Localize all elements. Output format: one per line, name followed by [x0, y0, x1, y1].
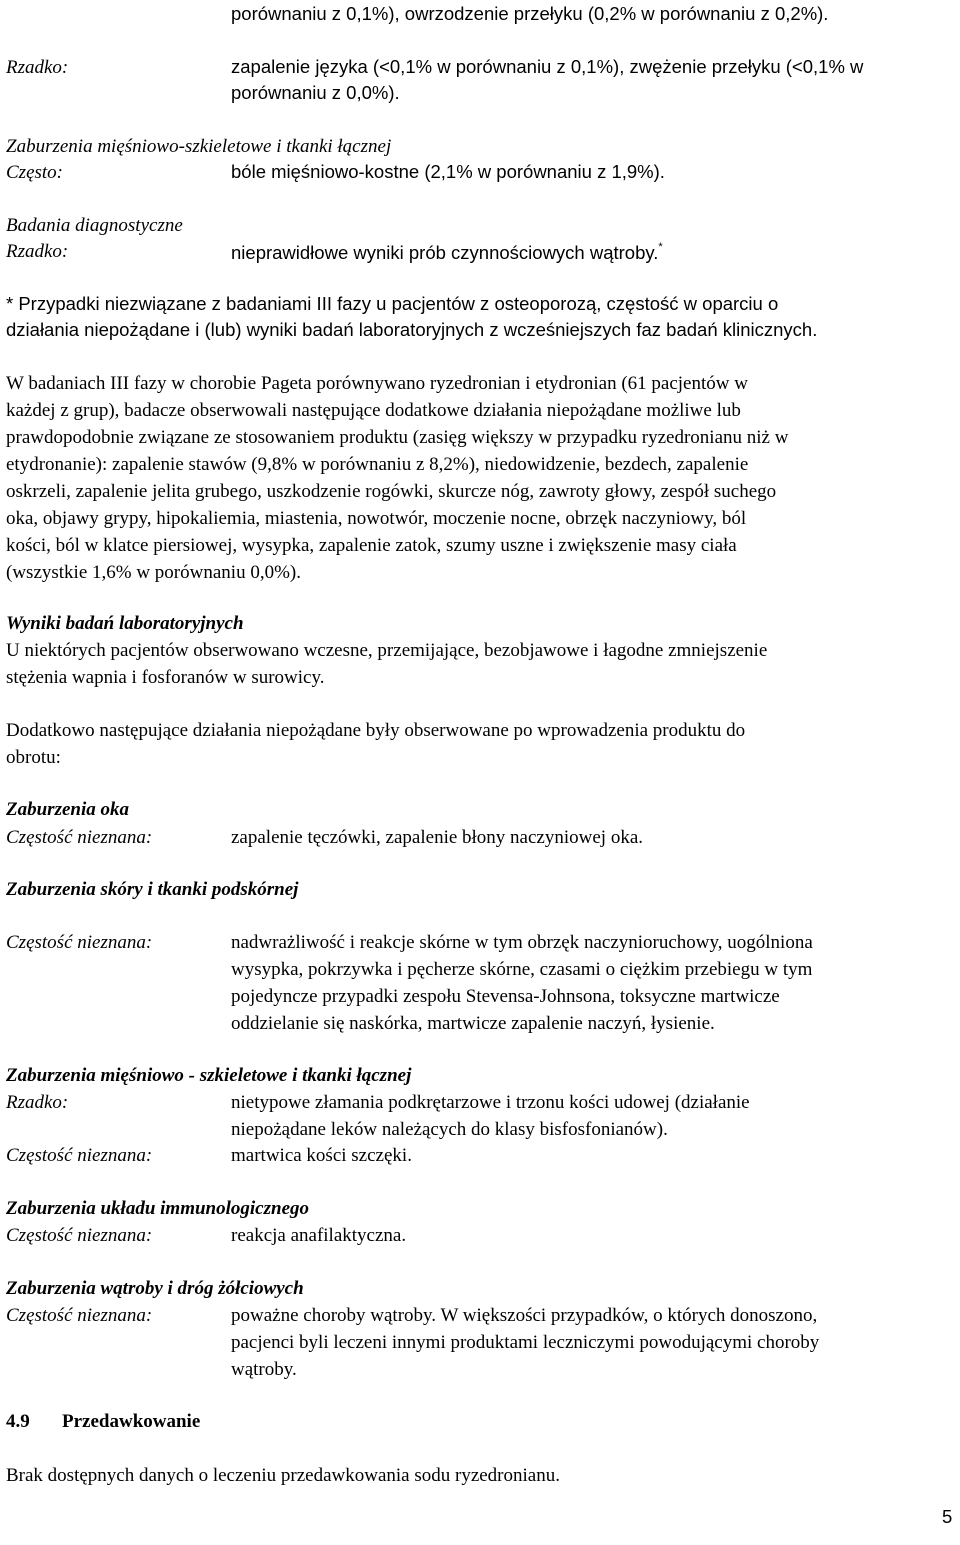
page-number: 5	[942, 1506, 953, 1527]
rare-effects-line-1: zapalenie języka (<0,1% w porównaniu z 0,1%), zwężenie przełyku (<0,1% w	[231, 56, 864, 77]
footnote-line-2: działania niepożądane i (lub) wyniki badań laboratoryjnych z wcześniejszych faz badań klinicznych.	[6, 319, 818, 340]
paragraph-line: oka, objawy grypy, hipokaliemia, miastenia, nowotwór, moczenie nocne, obrzęk naczyniowy, ból	[6, 508, 747, 529]
paragraph-line: W badaniach III fazy w chorobie Pageta porównywano ryzedronian i etydronian (61 pacjentów w	[6, 373, 748, 394]
section-number: 4.9	[6, 1411, 30, 1432]
lab-results-line-1: U niektórych pacjentów obserwowano wczesne, przemijające, bezobjawowe i łagodne zmniejszenie	[6, 640, 768, 661]
eye-effects-text: zapalenie tęczówki, zapalenie błony naczyniowej oka.	[231, 827, 643, 848]
footnote-marker: *	[658, 241, 663, 253]
skin-effects-line: oddzielanie się naskórka, martwicze zapalenie naczyń, łysienie.	[231, 1013, 715, 1034]
paragraph-line: każdej z grup), badacze obserwowali następujące dodatkowe działania niepożądane możliwe lub	[6, 400, 741, 421]
frequency-label-unknown: Częstość nieznana:	[6, 1305, 153, 1326]
section-heading-diagnostics: Badania diagnostyczne	[6, 215, 183, 236]
frequency-label-unknown: Częstość nieznana:	[6, 932, 153, 953]
footnote-line-1: * Przypadki niezwiązane z badaniami III fazy u pacjentów z osteoporozą, częstość w oparciu o	[6, 293, 779, 314]
section-title-overdose: Przedawkowanie	[62, 1411, 201, 1432]
musculo-rare-line-2: niepożądane leków należących do klasy bisfosfonianów).	[231, 1119, 668, 1140]
frequency-label-rare: Rzadko:	[6, 241, 69, 262]
section-heading-eye: Zaburzenia oka	[6, 799, 129, 820]
paragraph-line: etydronanie): zapalenie stawów (9,8% w porównaniu z 8,2%), niedowidzenie, bezdech, zapalenie	[6, 454, 749, 475]
frequency-label-rare: Rzadko:	[6, 1092, 69, 1113]
section-heading-lab-results: Wyniki badań laboratoryjnych	[6, 613, 244, 634]
overdose-text: Brak dostępnych danych o leczeniu przedawkowania sodu ryzedronianu.	[6, 1465, 560, 1486]
frequency-label-common: Często:	[6, 162, 63, 183]
frequency-label-unknown: Częstość nieznana:	[6, 1145, 153, 1166]
paragraph-line: (wszystkie 1,6% w porównaniu 0,0%).	[6, 562, 301, 583]
post-marketing-line-2: obrotu:	[6, 747, 61, 768]
frequency-label-unknown: Częstość nieznana:	[6, 827, 153, 848]
rare-effects-line-2: porównaniu z 0,0%).	[231, 82, 400, 103]
section-heading-musculoskeletal: Zaburzenia mięśniowo-szkieletowe i tkanki łącznej	[6, 136, 392, 157]
musculo-unknown-text: martwica kości szczęki.	[231, 1145, 412, 1166]
frequency-label-unknown: Częstość nieznana:	[6, 1225, 153, 1246]
liver-effects-line: wątroby.	[231, 1359, 297, 1380]
frequency-label-rare: Rzadko:	[6, 57, 69, 78]
diagnostic-effects-text: nieprawidłowe wyniki prób czynnościowych wątroby.*	[231, 241, 663, 263]
skin-effects-line: nadwrażliwość i reakcje skórne w tym obrzęk naczynioruchowy, uogólniona	[231, 932, 813, 953]
skin-effects-line: pojedyncze przypadki zespołu Stevensa-Johnsona, toksyczne martwicze	[231, 986, 780, 1007]
liver-effects-line: pacjenci byli leczeni innymi produktami leczniczymi powodującymi choroby	[231, 1332, 820, 1353]
continued-text-line: porównaniu z 0,1%), owrzodzenie przełyku (0,2% w porównaniu z 0,2%).	[231, 3, 829, 24]
musculo-rare-line-1: nietypowe złamania podkrętarzowe i trzonu kości udowej (działanie	[231, 1092, 750, 1113]
common-effects-text: bóle mięśniowo-kostne (2,1% w porównaniu z 1,9%).	[231, 161, 665, 182]
paragraph-line: oskrzeli, zapalenie jelita grubego, uszkodzenie rogówki, skurcze nóg, zawroty głowy, zespół suchego	[6, 481, 777, 502]
lab-results-line-2: stężenia wapnia i fosforanów w surowicy.	[6, 667, 325, 688]
section-heading-immune: Zaburzenia układu immunologicznego	[6, 1198, 310, 1219]
section-heading-skin: Zaburzenia skóry i tkanki podskórnej	[6, 879, 299, 900]
paragraph-line: prawdopodobnie związane ze stosowaniem produktu (zasięg większy w przypadku ryzedronianu niż w	[6, 427, 789, 448]
immune-effects-text: reakcja anafilaktyczna.	[231, 1225, 407, 1246]
section-heading-musculoskeletal-2: Zaburzenia mięśniowo - szkieletowe i tkanki łącznej	[6, 1065, 412, 1086]
paragraph-line: kości, ból w klatce piersiowej, wysypka, zapalenie zatok, szumy uszne i zwiększenie masy ciała	[6, 535, 737, 556]
post-marketing-line-1: Dodatkowo następujące działania niepożądane były obserwowane po wprowadzenia produktu do	[6, 720, 746, 741]
section-heading-liver: Zaburzenia wątroby i dróg żółciowych	[6, 1278, 304, 1299]
skin-effects-line: wysypka, pokrzywka i pęcherze skórne, czasami o ciężkim przebiegu w tym	[231, 959, 813, 980]
liver-effects-line: poważne choroby wątroby. W większości przypadków, o których donoszono,	[231, 1305, 818, 1326]
